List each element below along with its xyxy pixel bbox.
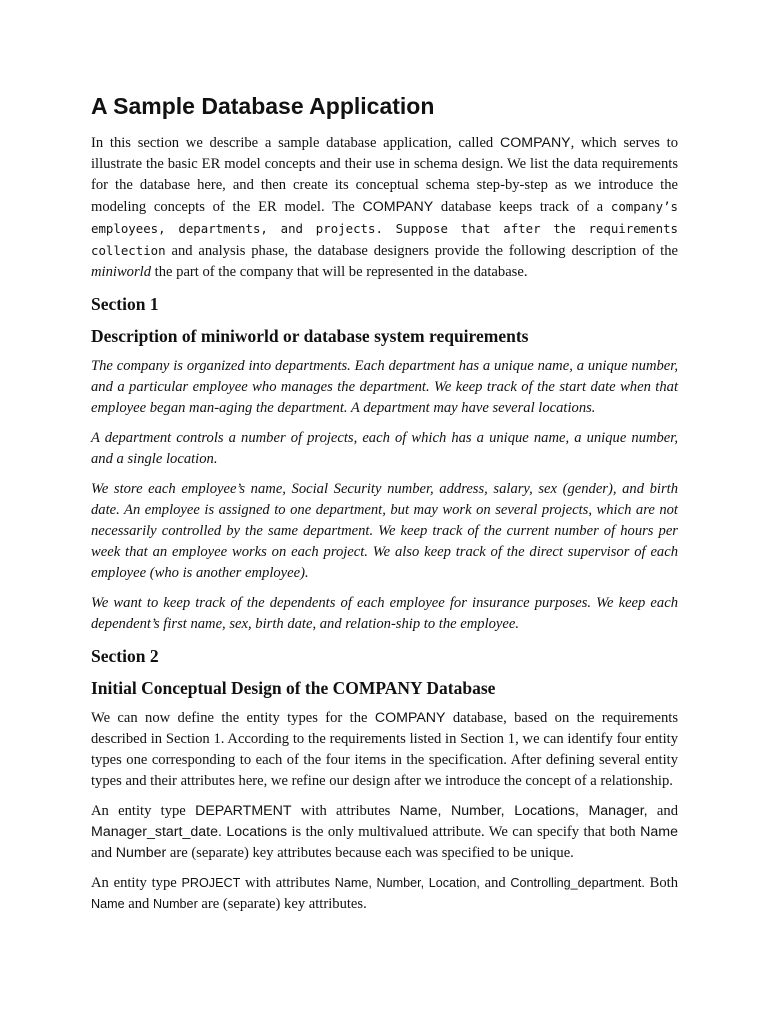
project-paragraph <box>91 873 678 915</box>
intro-text: and analysis phase, the database designers provide the following description of the <box>165 243 678 259</box>
body-text: are (separate) key attributes because each was specified to be unique. <box>166 845 574 861</box>
intro-text: , which serves to illustrate the basic ER model concepts and their use in schema design. We list the data requirements for the database here, and then create its conceptual schema step-by-step as we introduce the modeling concepts of the ER model. The <box>91 135 678 215</box>
body-text: We can now define the entity types for the <box>91 710 375 726</box>
intro-paragraph <box>91 133 678 283</box>
number-term: Number <box>152 897 198 911</box>
body-text: and <box>479 875 511 891</box>
manager-start-date-term: Manager_start_date. <box>91 824 222 840</box>
page-title: A Sample Database Application <box>91 93 435 119</box>
document-content <box>91 92 678 924</box>
controlling-department-term: Controlling_department. <box>510 876 645 890</box>
company-term: COMPANY <box>499 135 571 151</box>
body-text: and <box>91 845 116 861</box>
intro-text: In this section we describe a sample database application, called <box>91 135 500 151</box>
section-2-heading: Section 2 <box>91 646 159 666</box>
body-text: is the only multivalued attribute. We can specify that both <box>287 824 641 840</box>
section-1-subheading: Description of miniworld or database system requirements <box>91 326 529 346</box>
locations-term: Locations <box>226 824 288 840</box>
intro-text: the part of the company that will be represented in the database. <box>151 264 528 280</box>
requirements-paragraph-4: We want to keep track of the dependents of each employee for insurance purposes. We keep each dependent’s first name, sex, birth date, and relation-ship to the employee. <box>91 595 678 632</box>
number-term: Number <box>115 845 167 861</box>
company-term: COMPANY <box>374 710 446 726</box>
name-term: Name <box>91 897 125 911</box>
miniworld-term: miniworld <box>91 264 152 280</box>
body-text: and <box>124 896 153 912</box>
body-text: An entity type <box>91 875 182 891</box>
project-term: PROJECT <box>181 876 241 890</box>
body-text: An entity type <box>91 803 196 819</box>
body-text: database, based on the requirements described in Section 1. According to the requirements listed in Section 1, we can identify four entity types one corresponding to each of the four items in the specification. After defining several entity types and their attributes here, we refine our design after we introduce the concept of a relationship. <box>91 710 678 789</box>
body-text: are (separate) key attributes. <box>197 896 367 912</box>
section-1-heading: Section 1 <box>91 294 159 314</box>
company-term: COMPANY <box>362 199 434 215</box>
body-text: with attributes <box>291 803 400 819</box>
body-text: Both <box>644 875 678 891</box>
project-attributes: Name, Number, Location, <box>334 876 480 890</box>
requirements-paragraph-2: A department controls a number of projects, each of which has a unique name, a unique number, and a single location. <box>91 430 678 467</box>
intro-text-mono: company’s employees, departments, and projects. Suppose that after the requirements collection <box>91 199 679 258</box>
requirements-paragraph-1: The company is organized into departments. Each department has a unique name, a unique number, and a particular employee who manages the department. We keep track of the start date when that employee began man-aging the department. A department may have several locations. <box>91 358 678 416</box>
intro-text: database keeps track of a <box>433 199 611 215</box>
requirements-paragraph-3: We store each employee’s name, Social Security number, address, salary, sex (gender), and birth date. An employee is assigned to one department, but may work on several projects, which are not necessarily controlled by the same department. We keep track of the current number of hours per week that an employee works on each project. We also keep track of the direct supervisor of each employee (who is another employee). <box>91 481 678 581</box>
department-paragraph <box>91 801 678 864</box>
section-2-subheading: Initial Conceptual Design of the COMPANY Database <box>91 678 496 698</box>
department-term: DEPARTMENT <box>195 803 292 819</box>
department-attributes: Name, Number, Locations, Manager, <box>399 803 648 819</box>
body-text: and <box>647 803 678 819</box>
body-text: with attributes <box>240 875 335 891</box>
name-term: Name <box>640 824 679 840</box>
design-paragraph-1 <box>91 708 678 792</box>
